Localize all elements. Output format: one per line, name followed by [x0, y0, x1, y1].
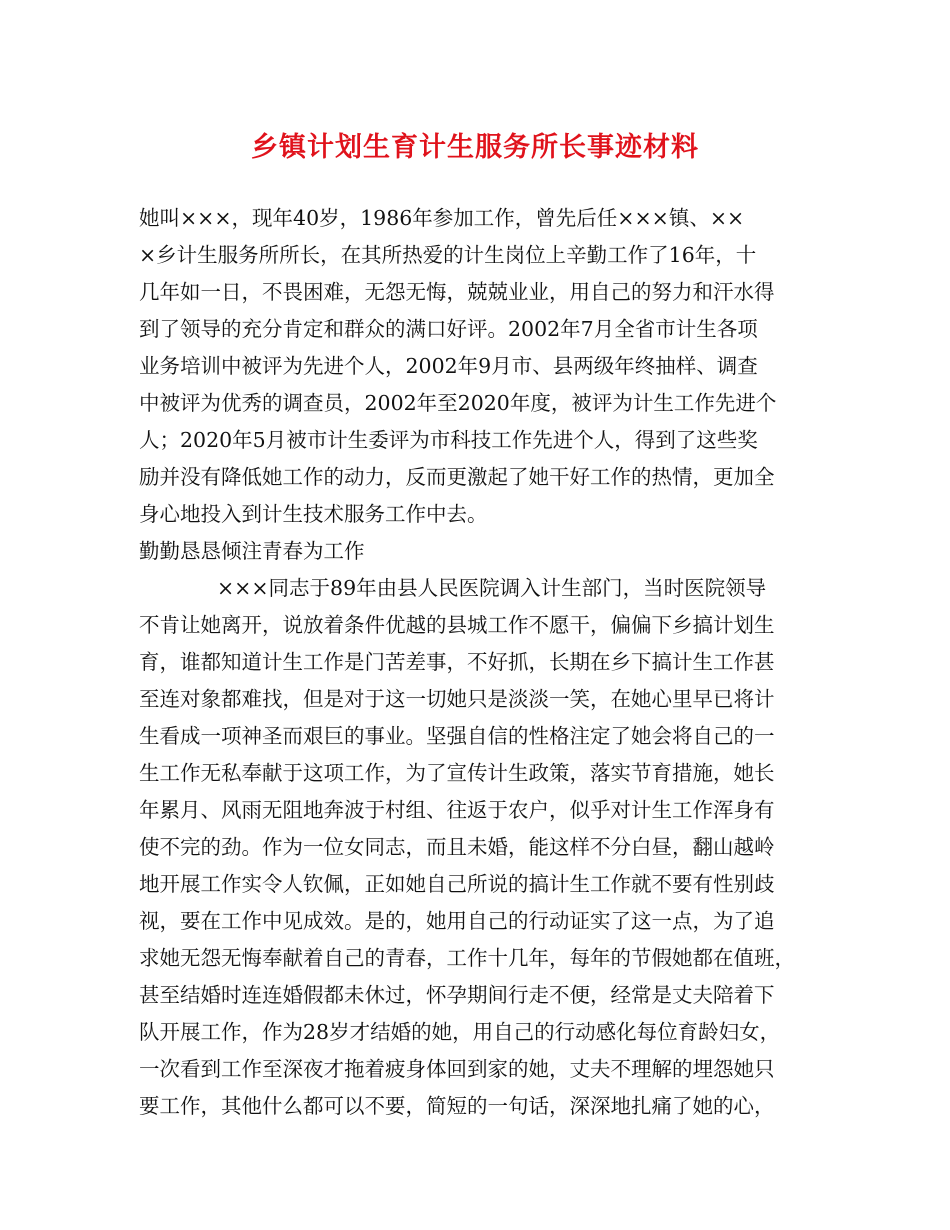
paragraph-line: 励并没有降低她工作的动力，反而更激起了她干好工作的热情，更加全 [139, 465, 775, 489]
paragraph-line: 她叫×××，现年40岁，1986年参加工作，曾先后任×××镇、×× [139, 206, 745, 230]
document-body [139, 200, 819, 1125]
paragraph-line: 一次看到工作至深夜才拖着疲身体回到家的她，丈夫不理解的埋怨她只 [139, 1057, 775, 1081]
section-heading: 勤勤恳恳倾注青春为工作 [139, 539, 365, 563]
paragraph-line: 中被评为优秀的调查员，2002年至2020年度，被评为计生工作先进个 [139, 391, 777, 415]
paragraph-line: 不肯让她离开，说放着条件优越的县城工作不愿干，偏偏下乡搞计划生 [139, 613, 775, 637]
paragraph-line: 育，谁都知道计生工作是门苦差事，不好抓，长期在乡下搞计生工作甚 [139, 650, 775, 674]
paragraph-line: 使不完的劲。作为一位女同志，而且未婚，能这样不分白昼，翻山越岭 [139, 835, 775, 859]
paragraph-line: 身心地投入到计生技术服务工作中去。 [139, 502, 488, 526]
paragraph-line: 地开展工作实令人钦佩，正如她自己所说的搞计生工作就不要有性别歧 [139, 872, 775, 896]
paragraph-line: 几年如一日，不畏困难，无怨无悔，兢兢业业，用自己的努力和汗水得 [139, 280, 775, 304]
paragraph-line: 甚至结婚时连连婚假都未休过，怀孕期间行走不便，经常是丈夫陪着下 [139, 983, 775, 1007]
paragraph-line: 至连对象都难找，但是对于这一切她只是淡淡一笑，在她心里早已将计 [139, 687, 775, 711]
paragraph-line: 年累月、风雨无阻地奔波于村组、往返于农户，似乎对计生工作浑身有 [139, 798, 775, 822]
paragraph-line: 人；2020年5月被市计生委评为市科技工作先进个人，得到了这些奖 [139, 428, 758, 452]
paragraph-line: 队开展工作，作为28岁才结婚的她，用自己的行动感化每位育龄妇女， [139, 1020, 781, 1044]
document-title: 乡镇计划生育计生服务所长事迹材料 [251, 132, 699, 163]
paragraph-line: 要工作，其他什么都可以不要，简短的一句话，深深地扎痛了她的心， [139, 1094, 775, 1118]
paragraph-line: 视，要在工作中见成效。是的，她用自己的行动证实了这一点，为了追 [139, 909, 775, 933]
paragraph-line: 生看成一项神圣而艰巨的事业。坚强自信的性格注定了她会将自己的一 [139, 724, 775, 748]
paragraph-line: 到了领导的充分肯定和群众的满口好评。2002年7月全省市计生各项 [139, 317, 758, 341]
paragraph-line: 业务培训中被评为先进个人，2002年9月市、县两级年终抽样、调查 [139, 354, 758, 378]
paragraph-line: 求她无怨无悔奉献着自己的青春，工作十几年，每年的节假她都在值班， [139, 946, 795, 970]
paragraph-line: 生工作无私奉献于这项工作，为了宣传计生政策，落实节育措施，她长 [139, 761, 775, 785]
paragraph-line: ×××同志于89年由县人民医院调入计生部门，当时医院领导 [217, 576, 767, 600]
paragraph-line: ×乡计生服务所所长，在其所热爱的计生岗位上辛勤工作了16年，十 [139, 243, 757, 267]
